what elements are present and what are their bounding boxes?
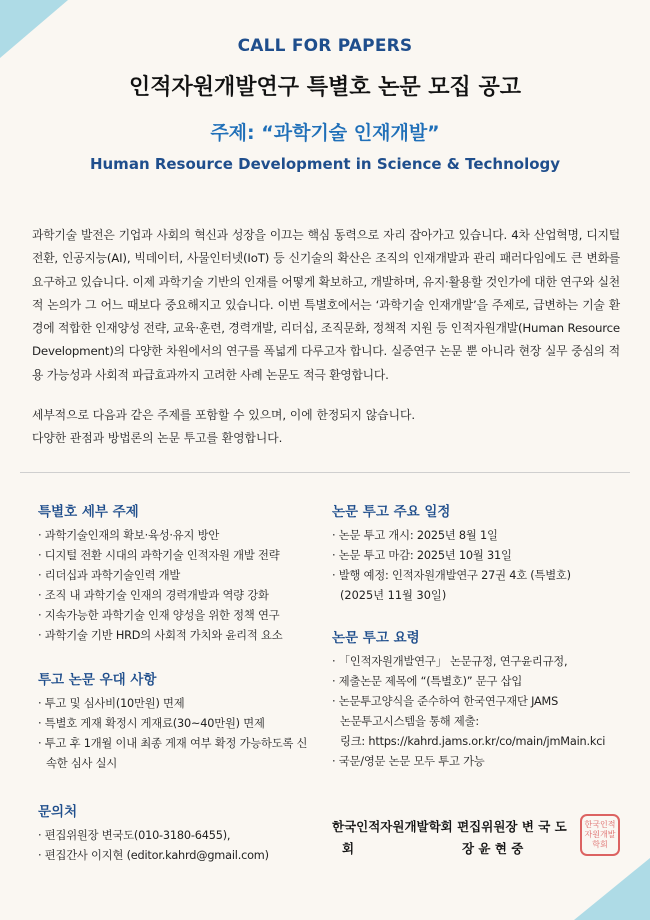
call-for-papers-label: CALL FOR PAPERS — [237, 36, 413, 56]
list-item: · 과학기술인재의 확보·육성·유지 방안 — [38, 526, 328, 546]
corner-decoration-bottom-right — [574, 858, 650, 920]
official-seal: 한국인적자원개발학회 — [580, 814, 620, 856]
list-item: · 디지털 전환 시대의 과학기술 인적자원 개발 전략 — [38, 546, 328, 566]
topics-list — [38, 526, 328, 646]
list-item: · 국문/영문 논문 모두 투고 가능 — [332, 752, 632, 772]
list-item: · 논문 투고 마감: 2025년 10월 31일 — [332, 546, 632, 566]
intro-paragraph: 과학기술 발전은 기업과 사회의 혁신과 성장을 이끄는 핵심 동력으로 자리 잡아가고 있습니다. 4차 산업혁명, 디지털 전환, 인공지능(AI), 빅데이터, 사물인터넷(IoT) 등 신기술의 확산은 조직의 인재개발과 관리 패러다임에도 큰 변화를 요구하고 있습니다. 이제 과학기술 기반의 인재를 어떻게 확보하고, 개발하며, 유지·활용할 것인가에 대한 연구와 실천적 논의가 그 어느 때보다 중요해지고 있습니다. 이번 특별호에서는 ‘과학기술 인재개발’을 주제로, 급변하는 기술 환경에 적합한 인재양성 전략, 교육·훈련, 경력개발, 리더십, 조직문화, 정책적 지원 등 인적자원개발(Human Resource Development)의 다양한 차원에서의 연구를 폭넓게 다루고자 합니다. 실증연구 논문 뿐 아니라 현장 실무 중심의 적용 가능성과 사회적 파급효과까지 고려한 사례 논문도 적극 환영합니다. — [32, 228, 620, 382]
subject-heading: 주제: “과학기술 인재개발” — [210, 122, 440, 144]
header — [0, 36, 650, 173]
list-item: · 「인적자원개발연구」 논문규정, 연구윤리규정, — [332, 652, 632, 672]
contact-list — [38, 826, 328, 866]
scope-note — [32, 404, 620, 450]
list-item: · 과학기술 기반 HRD의 사회적 가치와 윤리적 요소 — [38, 626, 328, 646]
schedule-title: 논문 투고 주요 일정 — [332, 504, 451, 520]
list-item: · 논문투고양식을 준수하여 한국연구재단 JAMS 논문투고시스템을 통해 제출: — [332, 692, 565, 732]
contact-section — [38, 800, 328, 866]
list-item: · 지속가능한 과학기술 인재 양성을 위한 정책 연구 — [38, 606, 328, 626]
list-item: · 특별호 게재 확정시 게재료(30~40만원) 면제 — [38, 714, 328, 734]
list-item: · 제출논문 제목에 “(특별호)” 문구 삽입 — [332, 672, 632, 692]
topics-section — [38, 500, 328, 646]
list-item: · 논문 투고 개시: 2025년 8월 1일 — [332, 526, 632, 546]
contact-title: 문의처 — [38, 804, 78, 820]
scope-note-line-2: 다양한 관점과 방법론의 논문 투고를 환영합니다. — [32, 431, 283, 445]
signature-president-title: 회 — [342, 841, 355, 856]
contact-editor-assistant: · 편집간사 이지현 (editor.kahrd@gmail.com) — [38, 846, 328, 866]
english-subtitle: Human Resource Development in Science & Technology — [89, 155, 561, 173]
signature-block — [332, 816, 572, 860]
contact-editor-chief: · 편집위원장 변국도(010-3180-6455), — [38, 826, 328, 846]
list-item: · 리더십과 과학기술인력 개발 — [38, 566, 328, 586]
benefits-list — [38, 694, 328, 774]
benefits-section — [38, 668, 328, 774]
jams-link[interactable]: 링크: https://kahrd.jams.or.kr/co/main/jmMain.kci — [340, 735, 606, 748]
list-item: · 투고 및 심사비(10만원) 면제 — [38, 694, 328, 714]
list-item: · 조직 내 과학기술 인재의 경력개발과 역량 강화 — [38, 586, 328, 606]
benefits-title: 투고 논문 우대 사항 — [38, 672, 157, 688]
topics-title: 특별호 세부 주제 — [38, 504, 139, 520]
list-item: · 발행 예정: 인적자원개발연구 27권 4호 (특별호) — [332, 566, 632, 586]
section-divider — [20, 472, 630, 473]
signature-editor: 한국인적자원개발학회 편집위원장 변 국 도 — [332, 819, 567, 834]
scope-note-line-1: 세부적으로 다음과 같은 주제를 포함할 수 있으며, 이에 한정되지 않습니다. — [32, 408, 416, 422]
guide-section — [332, 626, 632, 772]
guide-list — [332, 652, 632, 732]
guide-title: 논문 투고 요령 — [332, 630, 420, 646]
schedule-publication-date: (2025년 11월 30일) — [340, 589, 447, 602]
page-title: 인적자원개발연구 특별호 논문 모집 공고 — [129, 75, 521, 100]
list-item: · 투고 후 1개월 이내 최종 게재 여부 확정 가능하도록 신속한 심사 실시 — [38, 734, 316, 774]
schedule-section — [332, 500, 632, 606]
schedule-list — [332, 526, 632, 586]
signature-president: 장 윤 현 중 — [462, 841, 524, 856]
